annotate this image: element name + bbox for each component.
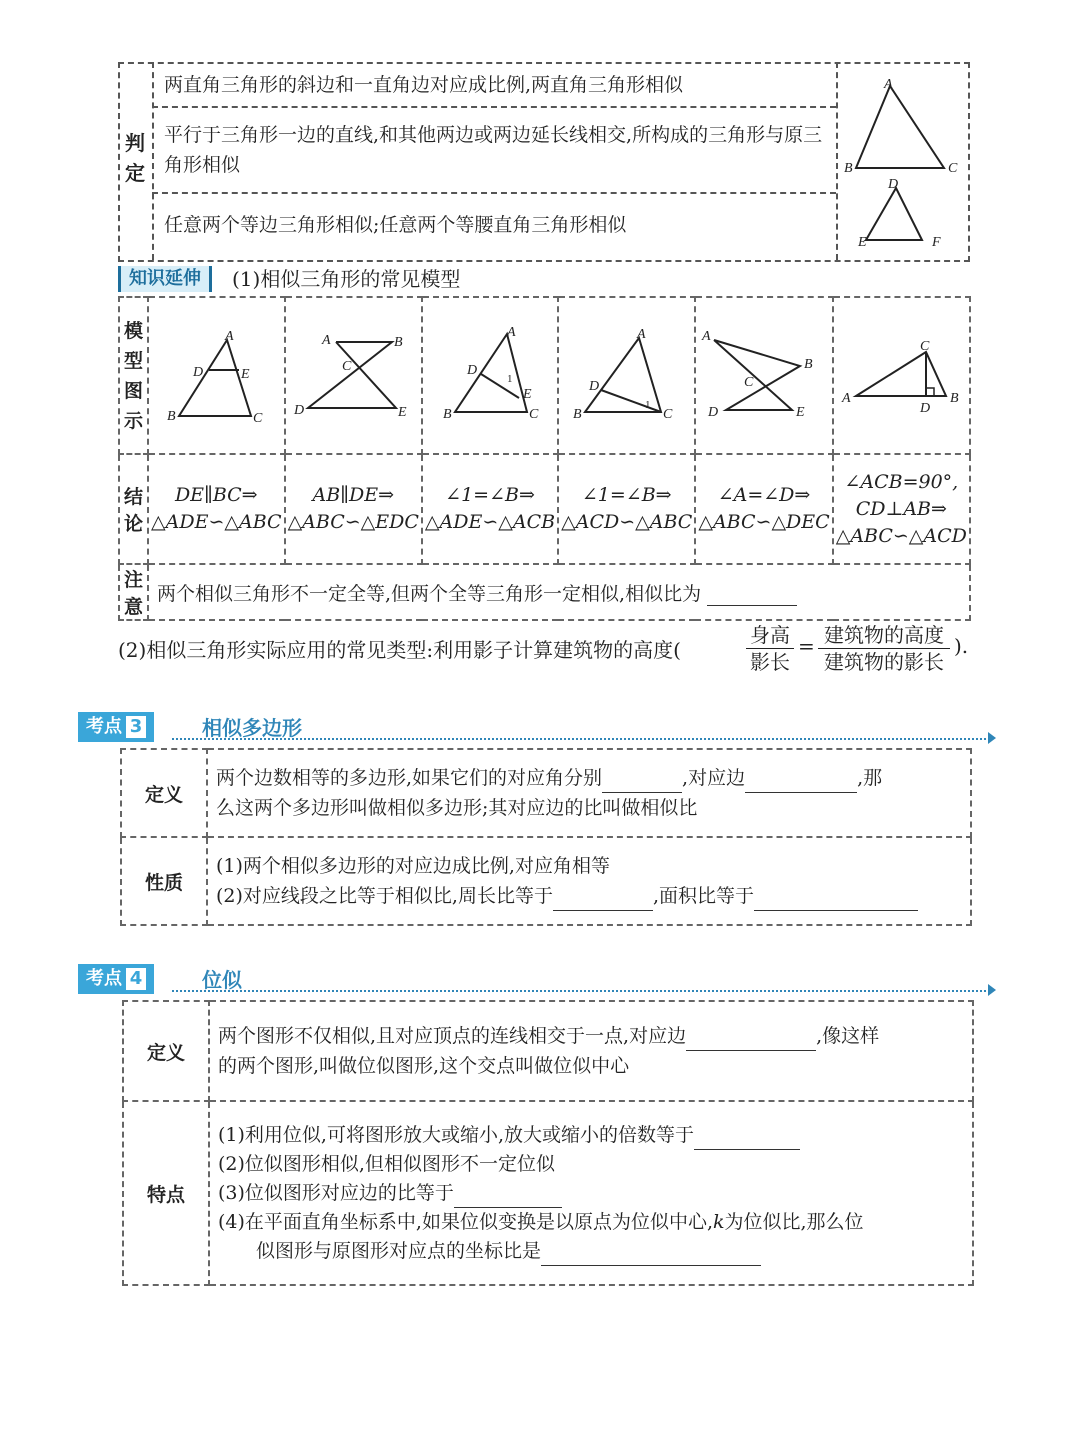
model-3-figure <box>423 298 551 448</box>
kaodian3-table <box>120 748 972 926</box>
kaodian3-dotted-line <box>172 738 990 740</box>
kaodian3-badge: 考点 3 <box>78 712 154 742</box>
kaodian3-arrow-icon <box>988 732 996 744</box>
judgement-divider-label <box>152 62 154 260</box>
extension-title: (1)相似三角形的常见模型 <box>232 267 461 291</box>
judgement-label: 判定 <box>125 131 145 185</box>
k4-coord-blank[interactable] <box>541 1243 761 1266</box>
svg-text:D: D <box>293 403 304 418</box>
k4-ratio-blank[interactable] <box>694 1127 800 1150</box>
extension-badge: 知识延伸 <box>118 266 212 292</box>
conclusion-1: DE∥BC⇒ △ADE∽△ABC <box>148 454 285 564</box>
application-line <box>118 624 1018 678</box>
kaodian3-title: 相似多边形 <box>202 716 302 740</box>
svg-text:D: D <box>193 365 204 380</box>
equals-sign: = <box>798 634 815 658</box>
k4-feat-cell: (1)利用位似,可将图形放大或缩小,放大或缩小的倍数等于 (2)位似图形相似,但相似图形不一定位似 (3)位似图形对应边的比等于 (4)在平面直角坐标系中,如果位似变换是以原点为位似中心,k为位似比,那么位 似图形与原图形对应点的坐标比是 <box>209 1101 973 1285</box>
k4-def-label: 定义 <box>123 1001 209 1101</box>
svg-text:E: E <box>796 405 805 420</box>
k3-side-blank[interactable] <box>745 770 857 793</box>
k4-side-ratio-blank[interactable] <box>454 1185 562 1208</box>
svg-text:C: C <box>663 407 673 422</box>
svg-text:E: E <box>858 235 867 250</box>
model-1 <box>148 297 285 454</box>
conclusion-label: 结论 <box>119 454 148 564</box>
model-6-figure <box>834 298 964 448</box>
k4-side-blank[interactable] <box>686 1028 816 1051</box>
svg-text:C: C <box>341 359 351 374</box>
note-blank[interactable] <box>707 583 797 606</box>
svg-text:D: D <box>919 401 930 416</box>
k3-def-label: 定义 <box>121 749 207 837</box>
svg-text:A: A <box>506 325 516 340</box>
kaodian4-table <box>122 1000 974 1286</box>
svg-text:E: E <box>241 367 250 382</box>
judgement-row-2: 平行于三角形一边的直线,和其他两边或两边延长线相交,所构成的三角形与原三角形相似 <box>164 124 823 176</box>
kaodian4-arrow-icon <box>988 984 996 996</box>
svg-text:B: B <box>804 357 813 372</box>
svg-text:A: A <box>702 329 711 344</box>
svg-text:F: F <box>932 235 941 250</box>
svg-text:B: B <box>393 335 403 350</box>
svg-text:B: B <box>573 407 582 422</box>
svg-text:B: B <box>949 391 959 406</box>
kaodian4-badge: 考点 4 <box>78 964 154 994</box>
application-suffix: ). <box>954 634 969 658</box>
svg-text:D: D <box>589 379 600 394</box>
k3-prop-label: 性质 <box>121 837 207 925</box>
svg-text:A: A <box>225 329 234 344</box>
model-5-figure <box>696 298 824 448</box>
note-cell <box>148 564 970 620</box>
svg-text:C: C <box>744 375 754 390</box>
svg-text:E: E <box>522 387 532 402</box>
model-4-figure <box>559 298 687 448</box>
k3-prop-cell: (1)两个相似多边形的对应边成比例,对应角相等 (2)对应线段之比等于相似比,周长比等于 ,面积比等于 <box>207 837 971 925</box>
svg-text:D: D <box>888 177 899 192</box>
judgement-row-sep-1 <box>152 106 836 108</box>
models-label: 模型图示 <box>119 297 148 454</box>
svg-text:C: C <box>948 161 958 176</box>
svg-text:D: D <box>466 363 478 378</box>
model-6 <box>833 297 970 454</box>
svg-text:1: 1 <box>506 373 513 385</box>
kaodian4-title: 位似 <box>202 968 242 992</box>
note-text: 两个相似三角形不一定全等,但两个全等三角形一定相似,相似比为 <box>157 582 702 605</box>
svg-text:C: C <box>253 411 263 426</box>
svg-text:1: 1 <box>645 399 651 411</box>
k4-def-cell: 两个图形不仅相似,且对应顶点的连线相交于一点,对应边 ,像这样 的两个图形,叫做位似图形,这个交点叫做位似中心 <box>209 1001 973 1101</box>
kaodian4-dotted-line <box>172 990 990 992</box>
equilateral-triangles-figure <box>838 64 964 258</box>
svg-text:A: A <box>321 333 331 348</box>
conclusion-2: AB∥DE⇒ △ABC∽△EDC <box>285 454 422 564</box>
k3-def-cell: 两个边数相等的多边形,如果它们的对应角分别 ,对应边 ,那 么这两个多边形叫做相似多边形;其对应边的比叫做相似比 <box>207 749 971 837</box>
k4-feat-label: 特点 <box>123 1101 209 1285</box>
model-3 <box>422 297 558 454</box>
judgement-row-sep-2 <box>152 192 836 194</box>
application-prefix: (2)相似三角形实际应用的常见类型:利用影子计算建筑物的高度( <box>118 638 681 662</box>
model-2 <box>285 297 422 454</box>
svg-text:B: B <box>844 161 853 176</box>
svg-text:E: E <box>397 405 407 420</box>
svg-text:B: B <box>167 409 176 424</box>
k3-perimeter-blank[interactable] <box>553 888 653 911</box>
conclusion-4: ∠1=∠B⇒ △ACD∽△ABC <box>558 454 695 564</box>
svg-text:A: A <box>637 327 646 342</box>
conclusion-5: ∠A=∠D⇒ △ABC∽△DEC <box>695 454 832 564</box>
conclusion-6: ∠ACB=90°, CD⊥AB⇒ △ABC∽△ACD <box>833 454 970 564</box>
k3-area-blank[interactable] <box>754 888 918 911</box>
svg-text:D: D <box>708 405 719 420</box>
model-2-figure <box>286 298 414 448</box>
svg-text:A: A <box>841 391 851 406</box>
svg-text:B: B <box>442 407 452 422</box>
svg-text:C: C <box>919 339 930 354</box>
model-table <box>118 296 971 621</box>
note-label: 注意 <box>119 564 148 620</box>
fraction-2: 建筑物的高度 建筑物的影长 <box>818 622 950 675</box>
judgement-row-3: 任意两个等边三角形相似;任意两个等腰直角三角形相似 <box>164 214 627 236</box>
model-5 <box>695 297 832 454</box>
k3-angle-blank[interactable] <box>602 770 682 793</box>
svg-text:C: C <box>528 407 539 422</box>
svg-text:A: A <box>884 77 893 92</box>
model-4 <box>558 297 695 454</box>
conclusion-3: ∠1=∠B⇒ △ADE∽△ACB <box>422 454 558 564</box>
model-1-figure <box>149 298 277 448</box>
fraction-1: 身高 影长 <box>746 622 794 675</box>
judgement-row-1: 两直角三角形的斜边和一直角边对应成比例,两直角三角形相似 <box>164 74 684 96</box>
